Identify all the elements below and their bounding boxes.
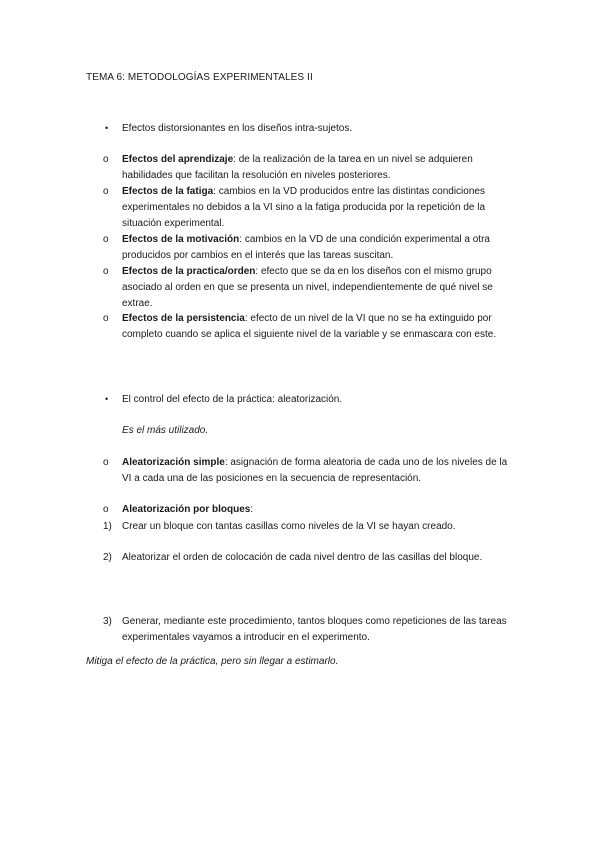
- effect-term: Efectos de la motivación: [122, 234, 240, 245]
- step-text: Aleatorizar el orden de colocación de cada nivel dentro de las casillas del bloque.: [122, 552, 483, 563]
- section2-heading: El control del efecto de la práctica: aleatorización.: [122, 394, 343, 405]
- step-item-2: [103, 550, 502, 566]
- section2-note: Es el más utilizado.: [122, 425, 209, 436]
- effect-item-practice-order: [103, 264, 509, 311]
- randomization-description: :: [250, 504, 254, 515]
- step-item-1: [103, 519, 517, 535]
- effect-item-learning: [103, 152, 509, 184]
- closing-note: Mitiga el efecto de la práctica, pero sin llegar a estimarlo.: [86, 656, 339, 667]
- effect-description: : efecto de un nivel de la VI que no se ha extinguido por completo cuando se aplica el siguiente nivel de la variable y se enmascara con este.: [122, 313, 497, 340]
- bullet-marker: •: [105, 394, 109, 404]
- effect-term: Efectos de la practica/orden: [122, 266, 256, 277]
- randomization-term: Aleatorización por bloques: [122, 504, 251, 515]
- randomization-blocks-item: [103, 502, 512, 518]
- step-text: Generar, mediante este procedimiento, tantos bloques como repeticiones de las tareas experimentales vayamos a introducir en el experimento.: [122, 616, 507, 643]
- randomization-description: : asignación de forma aleatoria de cada uno de los niveles de la VI a cada una de las posiciones en la secuencia de representación.: [122, 457, 508, 484]
- effect-description: : efecto que se da en los diseños con el mismo grupo asociado al orden en que se presenta un nivel, independientemente de qué nivel se extrae.: [122, 266, 493, 309]
- effect-term: Efectos de la fatiga: [122, 186, 214, 197]
- step-number: 1): [103, 521, 112, 532]
- effect-description: : cambios en la VD de una condición experimental a otra producidos por cambios en el interés que las tareas suscitan.: [122, 234, 490, 261]
- section1-heading-item: [105, 121, 522, 137]
- circle-marker: o: [103, 457, 109, 468]
- effect-item-persistence: [103, 311, 509, 343]
- section2-heading-item: [105, 392, 522, 408]
- circle-marker: o: [103, 313, 109, 324]
- effect-description: : de la realización de la tarea en un nivel se adquieren habilidades que facilitan la resolución en niveles posteriores.: [122, 154, 473, 181]
- circle-marker: o: [103, 266, 109, 277]
- circle-marker: o: [103, 154, 109, 165]
- effect-term: Efectos de la persistencia: [122, 313, 245, 324]
- effect-item-fatigue: [103, 184, 509, 231]
- section1-heading: Efectos distorsionantes en los diseños intra-sujetos.: [122, 123, 353, 134]
- randomization-term: Aleatorización simple: [122, 457, 225, 468]
- step-text: Crear un bloque con tantas casillas como niveles de la VI se hayan creado.: [122, 521, 456, 532]
- randomization-simple-item: [103, 455, 512, 487]
- step-number: 3): [103, 616, 112, 627]
- circle-marker: o: [103, 186, 109, 197]
- circle-marker: o: [103, 504, 109, 515]
- bullet-marker: •: [105, 123, 109, 133]
- step-item-3: [103, 614, 514, 646]
- step-number: 2): [103, 552, 112, 563]
- circle-marker: o: [103, 234, 109, 245]
- page-title: TEMA 6: METODOLOGÍAS EXPERIMENTALES II: [86, 72, 313, 83]
- effect-item-motivation: [103, 232, 509, 264]
- effect-term: Efectos del aprendizaje: [122, 154, 234, 165]
- effect-description: : cambios en la VD producidos entre las distintas condiciones experimentales no debidos a la VI sino a la fatiga producida por la repetición de la situación experimental.: [122, 186, 486, 229]
